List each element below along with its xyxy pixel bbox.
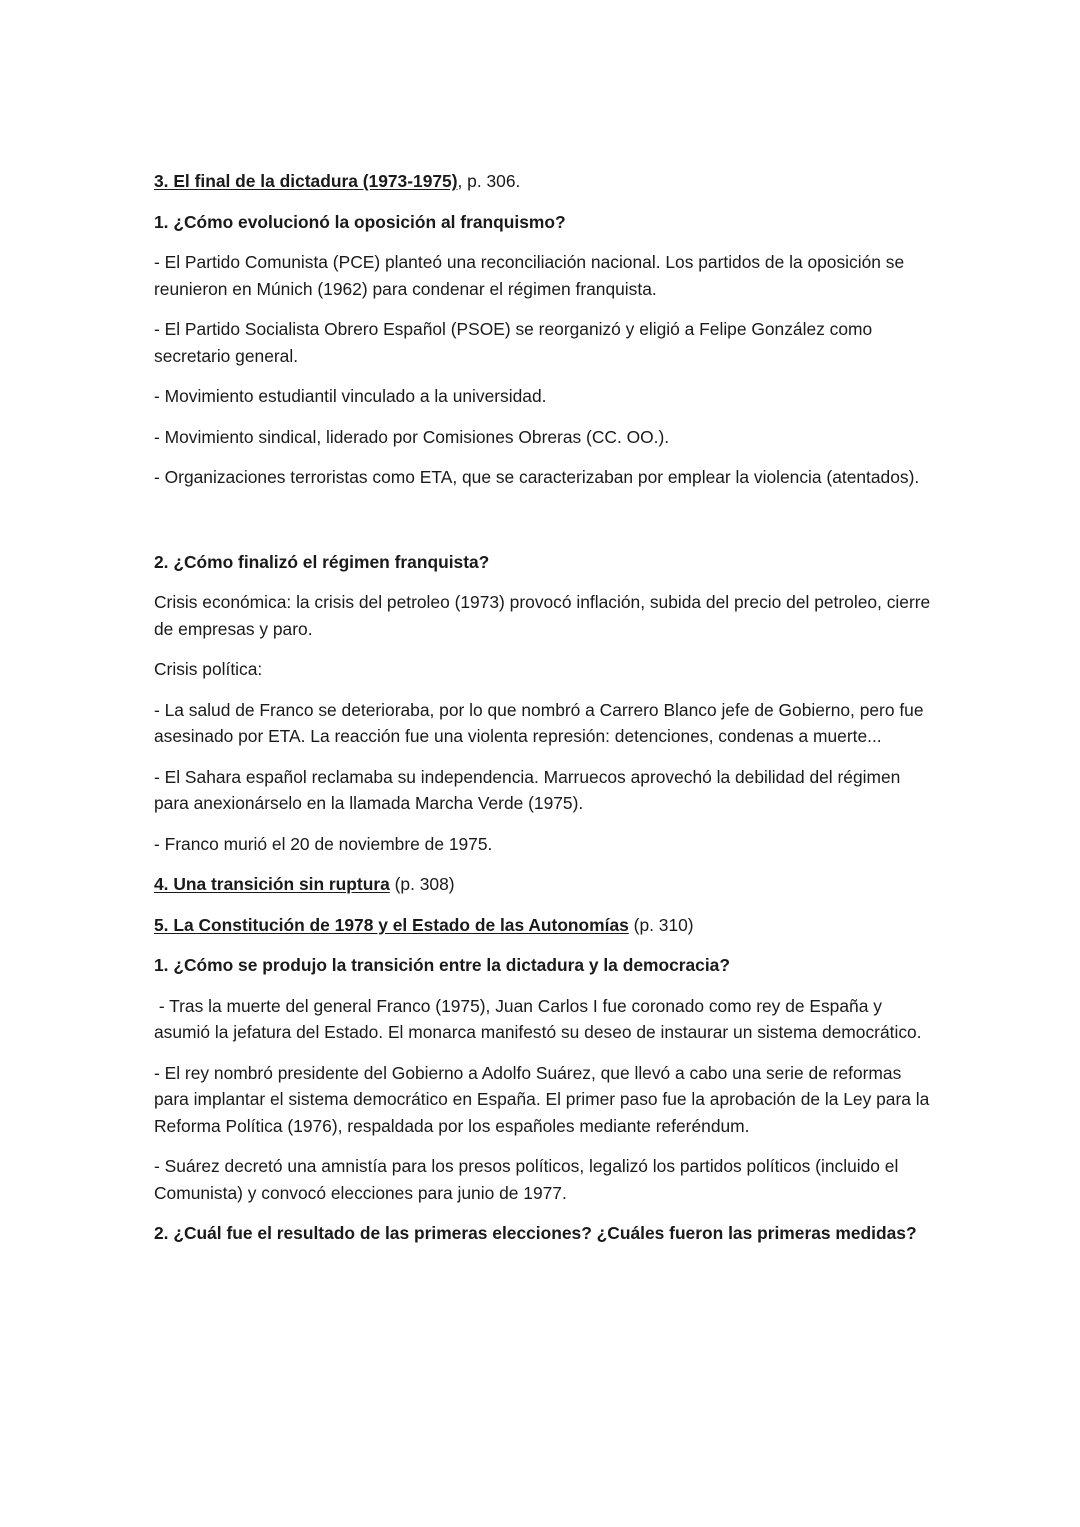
opposition-item-psoe: - El Partido Socialista Obrero Español (PSOE) se reorganizó y eligió a Felipe González como secretario general. (154, 319, 873, 366)
opposition-item-students: - Movimiento estudiantil vinculado a la universidad. (154, 386, 547, 406)
political-item-franco-death: - Franco murió el 20 de noviembre de 1975. (154, 833, 493, 854)
opposition-item-pce: - El Partido Comunista (PCE) planteó una reconciliación nacional. Los partidos de la oposición se reunieron en Múnich (1962) para condenar el régimen franquista. (154, 252, 905, 299)
section-4-heading: 4. Una transición sin ruptura (154, 874, 390, 894)
transition-item-suarez: - El rey nombró presidente del Gobierno a Adolfo Suárez, que llevó a cabo una serie de reformas para implantar el sistema democrático en España. El primer paso fue la aprobación de la Ley para la Reforma Política (1976), respaldada por los españoles mediante referéndum. (154, 1062, 930, 1136)
opposition-item-unions: - Movimiento sindical, liderado por Comisiones Obreras (CC. OO.). (154, 426, 670, 447)
section-5-heading-line (154, 912, 934, 939)
question-end-regime-title: 2. ¿Cómo finalizó el régimen franquista? (154, 551, 490, 572)
political-item-carrero: - La salud de Franco se deterioraba, por lo que nombró a Carrero Blanco jefe de Gobierno, pero fue asesinado por ETA. La reacción fue una violenta represión: detenciones, condenas a muerte... (154, 699, 924, 746)
question-transition-title: 1. ¿Cómo se produjo la transición entre la dictadura y la democracia? (154, 955, 730, 975)
transition-item-juan-carlos: - Tras la muerte del general Franco (1975), Juan Carlos I fue coronado como rey de España y asumió la jefatura del Estado. El monarca manifestó su deseo de instaurar un sistema democrático. (154, 995, 922, 1042)
question-opposition-title: 1. ¿Cómo evolucionó la oposición al franquismo? (154, 211, 566, 232)
section-4-page-ref: (p. 308) (389, 874, 455, 894)
document-page (154, 168, 934, 1261)
section-3-heading-line (154, 168, 934, 195)
political-crisis-label: Crisis política: (154, 659, 263, 679)
political-item-sahara: - El Sahara español reclamaba su independencia. Marruecos aprovechó la debilidad del régimen para anexionárselo en la llamada Marcha Verde (1975). (154, 766, 901, 813)
question-elections-title: 2. ¿Cuál fue el resultado de las primeras elecciones? ¿Cuáles fueron las primeras medidas? (154, 1223, 917, 1243)
section-3-heading: 3. El final de la dictadura (1973-1975) (154, 171, 458, 191)
opposition-item-eta: - Organizaciones terroristas como ETA, que se caracterizaban por emplear la violencia (atentados). (154, 467, 920, 487)
section-5-heading: 5. La Constitución de 1978 y el Estado de las Autonomías (154, 914, 629, 935)
section-3-page-ref: , p. 306. (457, 171, 521, 191)
economic-crisis-paragraph: Crisis económica: la crisis del petroleo (1973) provocó inflación, subida del precio del petroleo, cierre de empresas y paro. (154, 592, 931, 639)
section-4-heading-line (154, 871, 934, 898)
section-5-page-ref: (p. 310) (628, 914, 694, 935)
transition-item-amnesty: - Suárez decretó una amnistía para los presos políticos, legalizó los partidos políticos (incluido el Comunista) y convocó elecciones para junio de 1977. (154, 1156, 899, 1203)
